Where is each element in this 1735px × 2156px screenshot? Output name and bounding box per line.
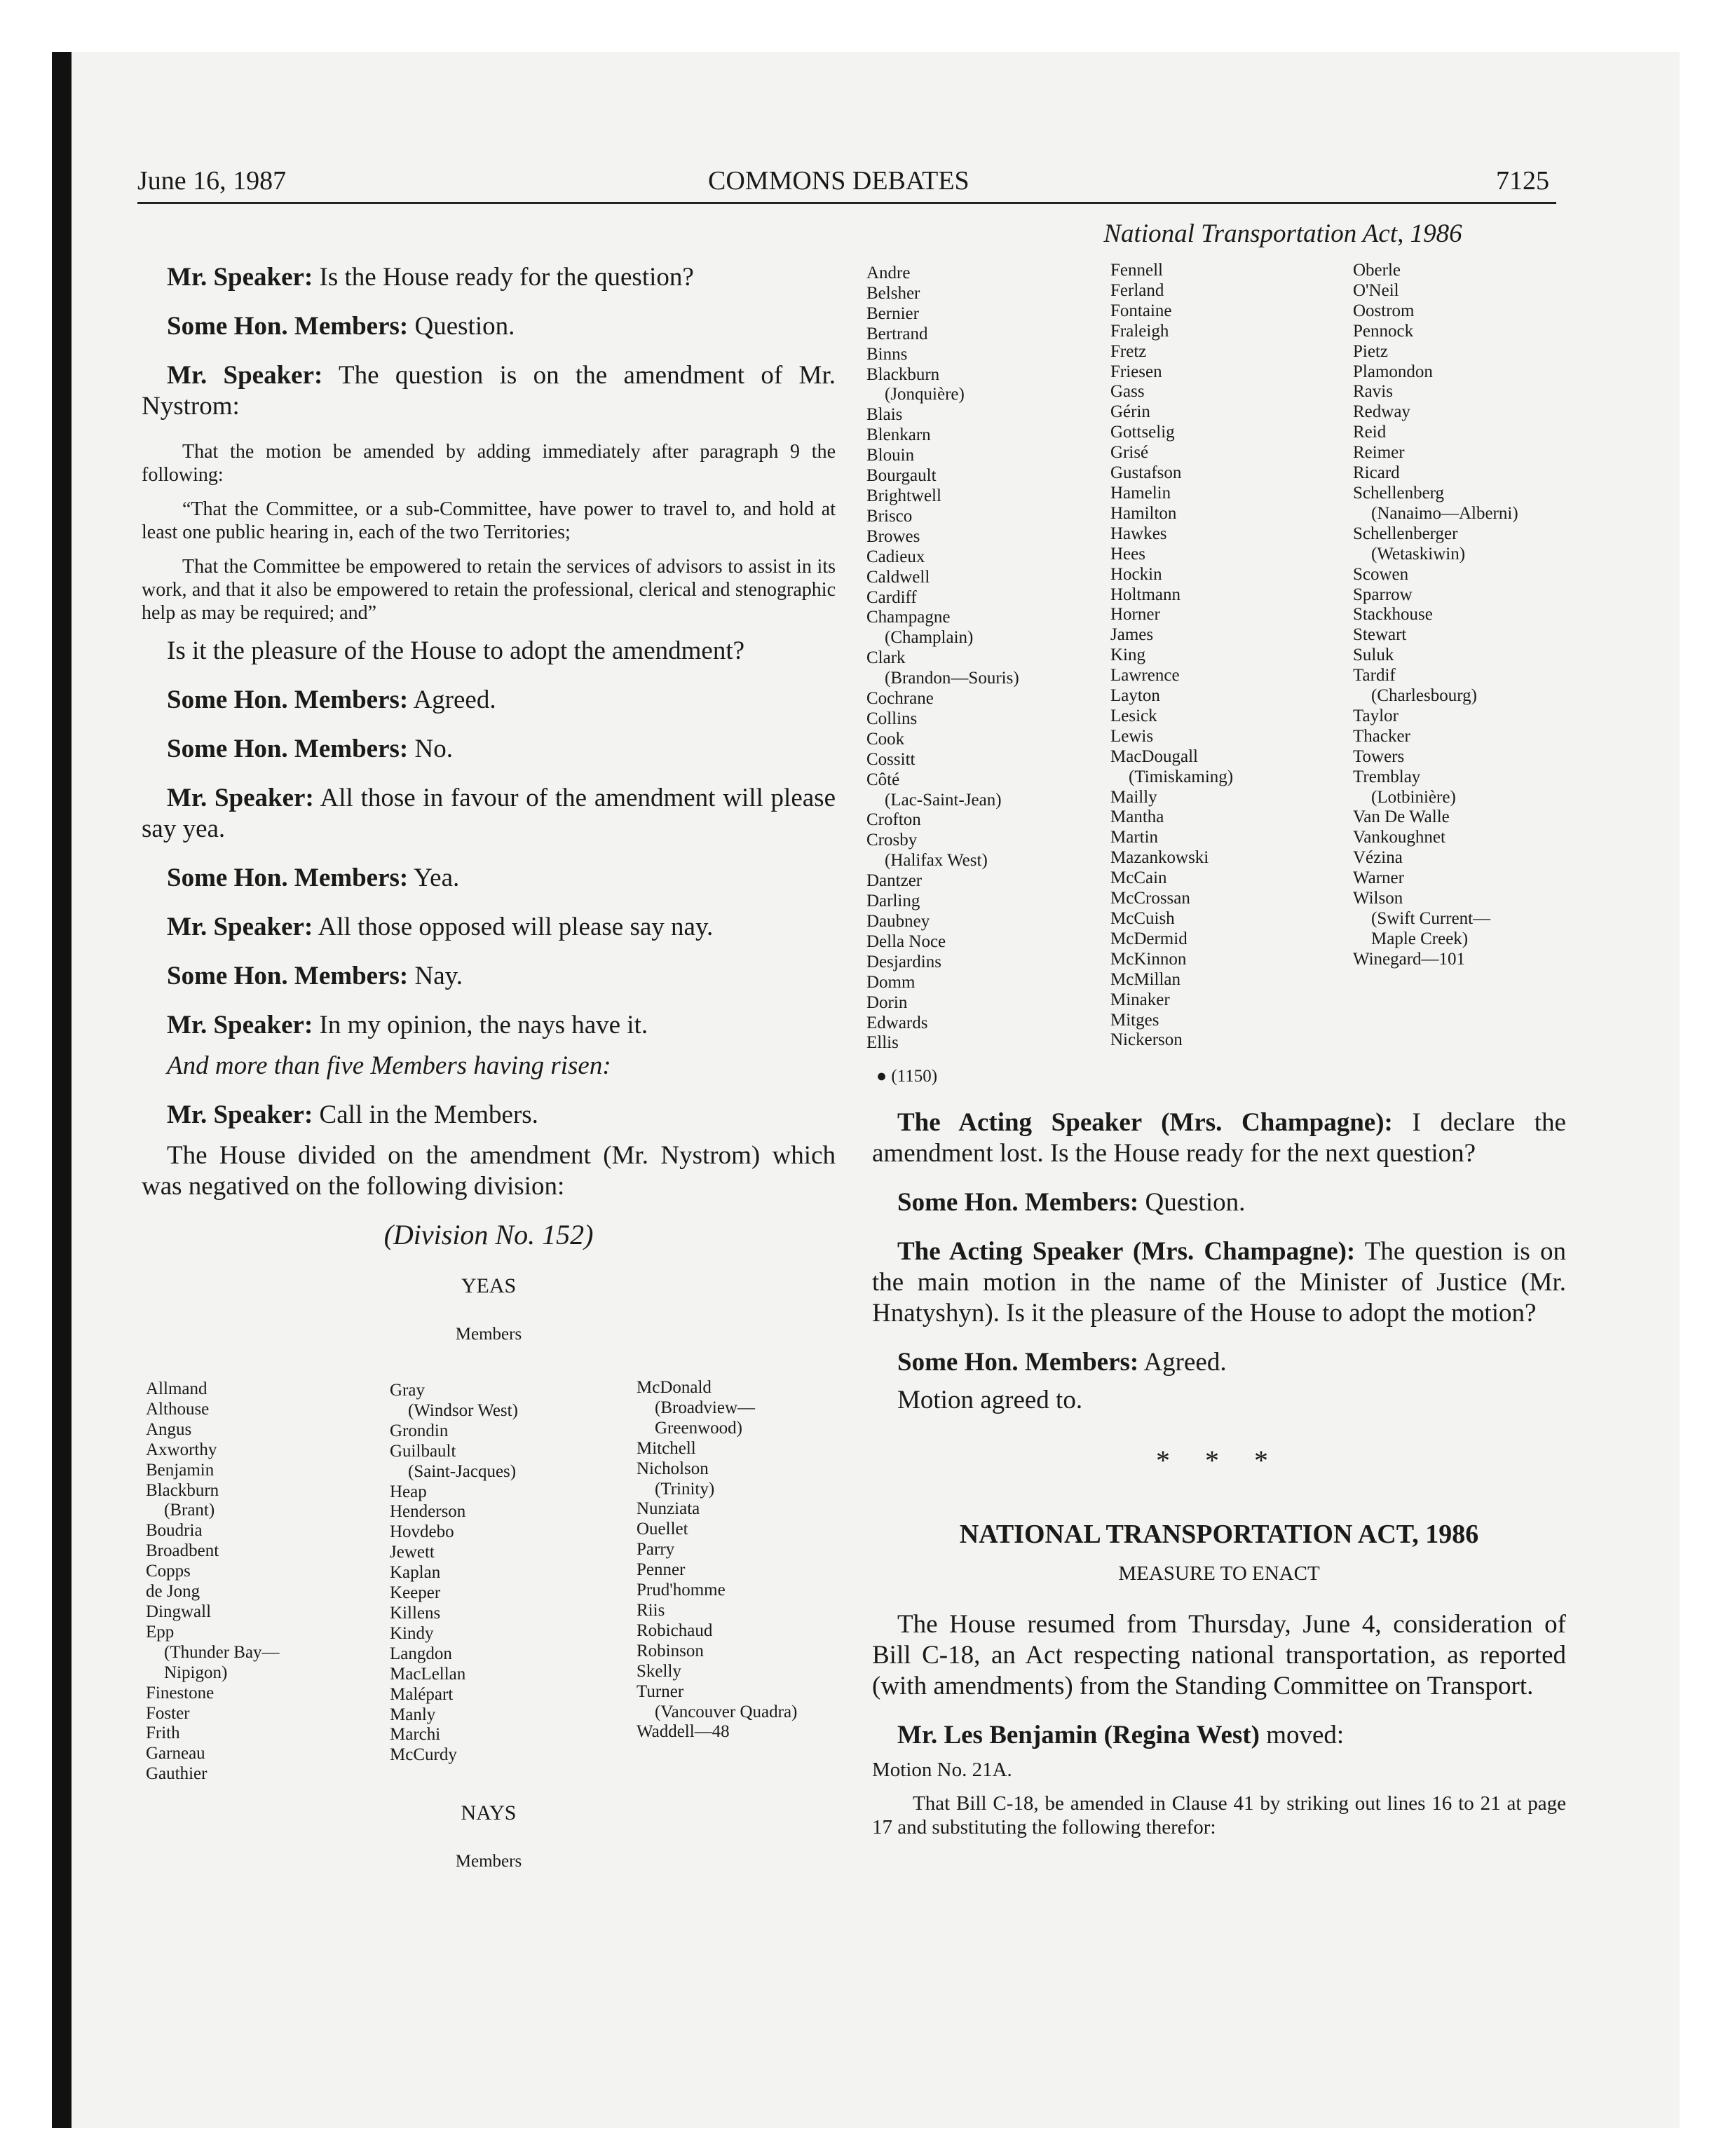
member-name: Fennell <box>1110 261 1163 280</box>
speech: Agreed. <box>408 685 496 714</box>
speaker: The Acting Speaker (Mrs. Champagne): <box>897 1237 1356 1266</box>
speaker: The Acting Speaker (Mrs. Champagne): <box>897 1108 1393 1137</box>
member-name: Althouse <box>146 1399 210 1419</box>
paragraph <box>142 912 836 943</box>
member-name: Mantha <box>1110 807 1164 827</box>
member-name: MacLellan <box>390 1664 466 1684</box>
member-name: Copps <box>146 1562 191 1581</box>
paragraph <box>142 1010 836 1041</box>
speech: Call in the Members. <box>313 1100 538 1129</box>
member-name: Mitchell <box>637 1438 696 1458</box>
member-name: Stewart <box>1353 625 1407 645</box>
member-name: Bertrand <box>866 324 928 343</box>
paragraph <box>142 262 836 293</box>
member-name: (Lac-Saint-Jean) <box>885 790 1002 810</box>
nays-column-3 <box>1353 261 1518 970</box>
member-name: O'Neil <box>1353 280 1399 300</box>
member-name: Blais <box>866 405 903 425</box>
member-name: Champagne <box>866 608 951 627</box>
yeas-column-2 <box>390 1381 518 1766</box>
speaker: Some Hon. Members: <box>167 735 409 763</box>
member-name: Ricard <box>1353 463 1400 483</box>
member-name: Axworthy <box>146 1440 217 1459</box>
member-name: Riis <box>637 1600 665 1620</box>
member-name: Hamelin <box>1110 483 1171 503</box>
speaker: Mr. Speaker: <box>167 784 314 812</box>
paragraph <box>872 1107 1566 1169</box>
division-title: (Division No. 152) <box>383 1219 594 1250</box>
quoted-motion: That the motion be amended by adding immediately after paragraph 9 the following: <box>142 441 836 486</box>
speech: Nay. <box>408 962 463 990</box>
member-name: Layton <box>1110 686 1160 706</box>
member-name: Lawrence <box>1110 666 1180 685</box>
section-break: * * * <box>1156 1445 1282 1476</box>
members-subheading: Members <box>455 1325 522 1344</box>
section-title: NATIONAL TRANSPORTATION ACT, 1986 <box>959 1520 1479 1549</box>
member-name: King <box>1110 646 1145 665</box>
member-name: Darling <box>866 892 920 911</box>
member-name: (Windsor West) <box>408 1400 518 1420</box>
member-name: (Thunder Bay— <box>164 1642 280 1662</box>
member-name: (Timiskaming) <box>1129 767 1234 786</box>
left-column <box>142 262 836 1220</box>
member-name: Killens <box>390 1603 441 1623</box>
member-name: Tardif <box>1353 666 1396 685</box>
member-name: Thacker <box>1353 726 1410 746</box>
speaker: Mr. Speaker: <box>167 1011 313 1039</box>
member-name: Schellenberg <box>1353 483 1445 503</box>
member-name: Minaker <box>1110 990 1170 1009</box>
speaker: Some Hon. Members: <box>167 685 409 714</box>
member-name: Winegard—101 <box>1353 949 1466 969</box>
speech: moved: <box>1259 1721 1345 1749</box>
paragraph: The House divided on the amendment (Mr. Nystrom) which was negatived on the following division: <box>142 1141 836 1201</box>
member-name: McCurdy <box>390 1745 457 1765</box>
paragraph <box>142 863 836 894</box>
right-column <box>872 1107 1566 1849</box>
member-name: Oostrom <box>1353 301 1415 320</box>
speaker: Mr. Speaker: <box>167 1100 313 1129</box>
member-name: McDonald <box>637 1378 712 1397</box>
member-name: (Halifax West) <box>885 851 988 871</box>
member-name: de Jong <box>146 1582 200 1602</box>
member-name: Jewett <box>390 1543 435 1562</box>
member-name: Hees <box>1110 544 1145 564</box>
member-name: Schellenberger <box>1353 524 1458 543</box>
member-name: Marchi <box>390 1725 441 1745</box>
paragraph <box>142 1100 836 1131</box>
speech: The question is on the amendment of Mr. Nystrom: <box>142 361 836 421</box>
member-name: Bernier <box>866 303 919 323</box>
time-marker-text: (1150) <box>891 1067 938 1086</box>
member-name: Oberle <box>1353 261 1401 280</box>
member-name: Fretz <box>1110 341 1147 361</box>
member-name: Warner <box>1353 868 1404 888</box>
member-name: Mailly <box>1110 787 1157 807</box>
member-name: Belsher <box>866 283 920 303</box>
scan-edge-shadow <box>52 52 72 2128</box>
speech: Question. <box>1138 1188 1246 1217</box>
member-name: Grondin <box>390 1421 449 1440</box>
member-name: Lesick <box>1110 706 1157 725</box>
members-subheading: Members <box>455 1852 522 1871</box>
member-name: Prud'homme <box>637 1581 726 1600</box>
header-page-number: 7125 <box>1496 166 1549 196</box>
paragraph <box>142 783 836 845</box>
speaker: Mr. Speaker: <box>167 263 313 292</box>
member-name: Stackhouse <box>1353 605 1433 625</box>
member-name: Blackburn <box>146 1480 219 1500</box>
paragraph <box>872 1347 1566 1378</box>
member-name: Nicholson <box>637 1459 709 1478</box>
member-name: Blouin <box>866 446 915 465</box>
member-name: (Trinity) <box>655 1479 715 1499</box>
member-name: Côté <box>866 770 900 789</box>
member-name: Gauthier <box>146 1764 207 1784</box>
member-name: Garneau <box>146 1744 205 1763</box>
member-name: Tremblay <box>1353 767 1421 786</box>
nays-heading: NAYS <box>461 1801 517 1824</box>
member-name: Cochrane <box>866 689 934 709</box>
member-name: (Brant) <box>164 1501 215 1520</box>
member-name: Gottselig <box>1110 423 1175 442</box>
member-name: Vankoughnet <box>1353 828 1445 847</box>
speech: Question. <box>408 312 515 341</box>
speaker: Some Hon. Members: <box>167 864 409 892</box>
member-name: Hockin <box>1110 564 1162 584</box>
member-name: Parry <box>637 1540 675 1560</box>
member-name: Gérin <box>1110 402 1150 422</box>
speech: No. <box>408 735 453 763</box>
member-name: Reid <box>1353 423 1387 442</box>
speech: I declare the amendment lost. Is the House ready for the next question? <box>872 1108 1566 1168</box>
member-name: Suluk <box>1353 646 1394 665</box>
member-name: Towers <box>1353 746 1405 766</box>
speech: All those opposed will please say nay. <box>313 913 714 941</box>
member-name: Gray <box>390 1381 425 1400</box>
paragraph <box>872 1720 1566 1751</box>
motion-number: Motion No. 21A. <box>872 1759 1012 1781</box>
speaker: Some Hon. Members: <box>167 312 409 341</box>
member-name: Mitges <box>1110 1010 1159 1030</box>
member-name: Foster <box>146 1703 190 1723</box>
member-name: Robichaud <box>637 1621 713 1640</box>
member-name: Brisco <box>866 506 913 526</box>
member-name: Manly <box>390 1705 436 1724</box>
member-name: Ellis <box>866 1033 899 1053</box>
member-name: Benjamin <box>146 1460 215 1480</box>
member-name: (Jonquière) <box>885 385 965 404</box>
paragraph: The House resumed from Thursday, June 4, consideration of Bill C-18, an Act respecting national transportation, as reported (with amendments) from the Standing Committee on Transport. <box>872 1610 1566 1700</box>
member-name: Scowen <box>1353 564 1409 584</box>
member-name: MacDougall <box>1110 746 1198 766</box>
member-name: Waddell—48 <box>637 1722 730 1742</box>
member-name: Cadieux <box>866 547 925 566</box>
member-name: Plamondon <box>1353 362 1433 381</box>
paragraph <box>142 311 836 342</box>
member-name: Brightwell <box>866 486 941 505</box>
member-name: McCain <box>1110 868 1167 888</box>
member-name: Gass <box>1110 382 1145 402</box>
member-name: Clark <box>866 648 906 668</box>
member-name: Skelly <box>637 1661 681 1681</box>
time-marker: ● (1150) <box>876 1067 938 1086</box>
member-name: Nickerson <box>1110 1030 1183 1050</box>
member-name: Crofton <box>866 810 921 830</box>
member-name: Pennock <box>1353 321 1414 341</box>
member-name: Reimer <box>1353 443 1405 463</box>
member-name: Langdon <box>390 1644 452 1663</box>
member-name: Holtmann <box>1110 585 1181 604</box>
member-name: Greenwood) <box>655 1418 742 1438</box>
paragraph <box>142 734 836 765</box>
paragraph <box>142 360 836 422</box>
member-name: Sparrow <box>1353 585 1413 604</box>
member-name: Crosby <box>866 831 918 850</box>
member-name: Fontaine <box>1110 301 1172 320</box>
member-name: Cardiff <box>866 587 917 607</box>
member-name: McCuish <box>1110 909 1175 928</box>
quoted-motion: That the Committee be empowered to retain the services of advisors to assist in its work, and that it also be empowered to retain the professional, clerical and stenographic help as may be required; and” <box>142 556 836 624</box>
member-name: Henderson <box>390 1502 466 1522</box>
member-name: Blackburn <box>866 364 940 384</box>
member-name: Andre <box>866 264 911 282</box>
member-name: Nipigon) <box>164 1663 228 1682</box>
member-name: Kaplan <box>390 1563 441 1583</box>
speaker: Some Hon. Members: <box>167 962 409 990</box>
member-name: McCrossan <box>1110 889 1190 908</box>
member-name: Blenkarn <box>866 425 931 445</box>
member-name: Collins <box>866 709 918 728</box>
member-name: Ravis <box>1353 382 1393 402</box>
member-name: Keeper <box>390 1583 441 1603</box>
header-date: June 16, 1987 <box>137 166 287 196</box>
speaker: Mr. Speaker: <box>167 361 323 390</box>
member-name: McMillan <box>1110 969 1181 989</box>
member-name: Cossitt <box>866 749 916 769</box>
member-name: Browes <box>866 526 920 546</box>
member-name: Malépart <box>390 1684 454 1704</box>
member-name: Dorin <box>866 992 908 1012</box>
member-name: Heap <box>390 1482 427 1501</box>
paragraph <box>872 1187 1566 1218</box>
member-name: James <box>1110 625 1154 645</box>
member-name: Penner <box>637 1560 686 1580</box>
speech: Is the House ready for the question? <box>313 263 694 292</box>
member-name: Maple Creek) <box>1371 929 1469 948</box>
member-name: (Broadview— <box>655 1398 756 1417</box>
member-name: McDermid <box>1110 929 1188 948</box>
member-name: Daubney <box>866 912 930 931</box>
member-name: Taylor <box>1353 706 1399 725</box>
paragraph <box>142 685 836 716</box>
nays-column-2 <box>1110 261 1233 1051</box>
member-name: Pietz <box>1353 341 1388 361</box>
member-name: (Swift Current— <box>1371 909 1491 928</box>
member-name: Turner <box>637 1681 684 1701</box>
quoted-motion: “That the Committee, or a sub-Committee, have power to travel to, and hold at least one public hearing in, each of the two Territories; <box>142 498 836 543</box>
member-name: Horner <box>1110 605 1160 625</box>
member-name: Hovdebo <box>390 1522 454 1542</box>
speech: The question is on the main motion in the name of the Minister of Justice (Mr. Hnatyshyn). Is it the pleasure of the House to adopt the motion? <box>872 1237 1566 1328</box>
member-name: Robinson <box>637 1641 704 1660</box>
paragraph: Motion agreed to. <box>897 1386 1083 1414</box>
member-name: Martin <box>1110 828 1159 847</box>
member-name: Broadbent <box>146 1541 219 1561</box>
member-name: (Lotbinière) <box>1371 787 1456 807</box>
member-name: (Wetaskiwin) <box>1371 544 1466 564</box>
stage-direction: And more than five Members having risen: <box>167 1051 611 1080</box>
member-name: (Vancouver Quadra) <box>655 1702 798 1721</box>
member-name: Gustafson <box>1110 463 1182 483</box>
paragraph <box>142 961 836 992</box>
speech: All those in favour of the amendment will please say yea. <box>142 784 836 843</box>
speech: Yea. <box>408 864 460 892</box>
member-name: Desjardins <box>866 952 941 971</box>
member-name: Guilbault <box>390 1441 456 1461</box>
yeas-heading: YEAS <box>461 1274 517 1297</box>
yeas-column-3 <box>637 1378 797 1742</box>
member-name: (Charlesbourg) <box>1371 686 1477 706</box>
member-name: Hamilton <box>1110 503 1177 523</box>
member-name: (Champlain) <box>885 628 974 648</box>
member-name: Ferland <box>1110 280 1164 300</box>
member-name: Van De Walle <box>1353 807 1450 827</box>
header-title: COMMONS DEBATES <box>708 166 969 196</box>
member-name: Edwards <box>866 1013 928 1032</box>
member-name: Caldwell <box>866 567 930 587</box>
member-name: Dingwall <box>146 1602 212 1621</box>
member-name: McKinnon <box>1110 949 1187 969</box>
member-name: Boudria <box>146 1521 203 1541</box>
member-name: Lewis <box>1110 726 1154 746</box>
speech: In my opinion, the nays have it. <box>313 1011 648 1039</box>
speech: Agreed. <box>1138 1348 1227 1377</box>
member-name: Kindy <box>390 1623 434 1643</box>
member-name: Redway <box>1353 402 1410 422</box>
paragraph: Is it the pleasure of the House to adopt the amendment? <box>167 636 745 665</box>
running-head: National Transportation Act, 1986 <box>1103 219 1462 248</box>
member-name: Angus <box>146 1419 192 1439</box>
member-name: Mazankowski <box>1110 848 1209 868</box>
member-name: Wilson <box>1353 889 1403 908</box>
member-name: Nunziata <box>637 1499 700 1519</box>
member-name: Friesen <box>1110 362 1162 381</box>
member-name: Binns <box>866 344 908 364</box>
member-name: Vézina <box>1353 848 1403 868</box>
member-name: (Nanaimo—Alberni) <box>1371 503 1518 523</box>
member-name: Della Noce <box>866 932 946 951</box>
header-rule <box>137 202 1556 204</box>
speaker: Some Hon. Members: <box>897 1188 1139 1217</box>
member-name: Hawkes <box>1110 524 1167 543</box>
member-name: (Saint-Jacques) <box>408 1461 517 1481</box>
member-name: Cook <box>866 729 905 749</box>
member-name: Grisé <box>1110 443 1149 463</box>
speaker: Some Hon. Members: <box>897 1348 1139 1377</box>
speaker: Mr. Speaker: <box>167 913 313 941</box>
member-name: Dantzer <box>866 871 923 891</box>
paragraph <box>872 1236 1566 1329</box>
yeas-column-1 <box>146 1379 280 1785</box>
member-name: Allmand <box>146 1379 207 1398</box>
speaker: Mr. Les Benjamin (Regina West) <box>897 1721 1260 1749</box>
member-name: Frith <box>146 1724 180 1743</box>
member-name: Epp <box>146 1622 175 1642</box>
member-name: Finestone <box>146 1683 215 1703</box>
member-name: Bourgault <box>866 466 937 486</box>
section-subtitle: MEASURE TO ENACT <box>1118 1562 1320 1585</box>
member-name: Domm <box>866 972 916 992</box>
member-name: (Brandon—Souris) <box>885 669 1019 688</box>
nays-column-1 <box>866 264 1019 1053</box>
member-name: Fraleigh <box>1110 321 1169 341</box>
member-name: Ouellet <box>637 1520 688 1539</box>
motion-text: That Bill C-18, be amended in Clause 41 by striking out lines 16 to 21 at page 17 and substituting the following therefor: <box>872 1792 1566 1838</box>
